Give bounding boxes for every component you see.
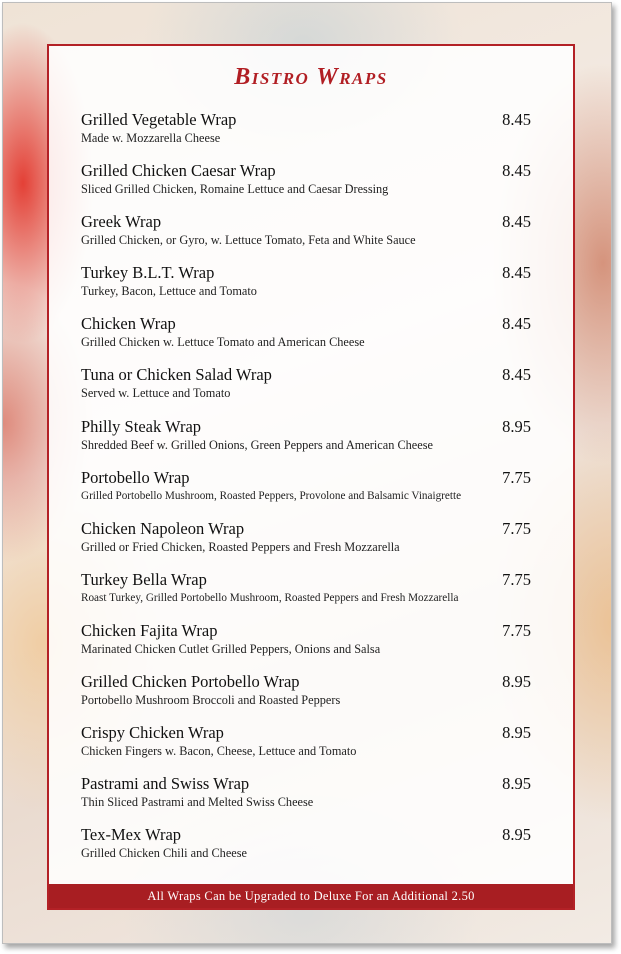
item-description: Made w. Mozzarella Cheese [81, 131, 221, 145]
item-description: Sliced Grilled Chicken, Romaine Lettuce and Caesar Dressing [81, 182, 389, 197]
item-price: 8.45 [502, 314, 531, 334]
item-price: 8.95 [502, 416, 531, 436]
item-name: Pastrami and Swiss Wrap [81, 774, 250, 794]
item-name: Greek Wrap [81, 212, 162, 232]
item-name: Philly Steak Wrap [81, 416, 202, 436]
item-name: Grilled Vegetable Wrap [81, 110, 237, 129]
item-price: 7.75 [502, 620, 531, 640]
item-description: Grilled Portobello Mushroom, Roasted Peppers, Provolone and Balsamic Vinaigrette [81, 489, 462, 502]
item-description: Portobello Mushroom Broccoli and Roasted Peppers [81, 693, 341, 708]
item-name: Tex-Mex Wrap [81, 825, 182, 845]
item-description: Turkey, Bacon, Lettuce and Tomato [81, 284, 257, 299]
menu-item [81, 212, 531, 263]
menu-item-list [81, 110, 531, 876]
menu-item [81, 621, 531, 672]
menu-item [81, 519, 531, 570]
item-description: Chicken Fingers w. Bacon, Cheese, Lettuce and Tomato [81, 744, 357, 759]
menu-item [81, 110, 531, 161]
item-price: 8.95 [502, 774, 531, 794]
item-description: Roast Turkey, Grilled Portobello Mushroom, Roasted Peppers and Fresh Mozzarella [81, 591, 459, 604]
menu-item [81, 723, 531, 774]
item-price: 8.45 [502, 365, 531, 385]
item-name: Crispy Chicken Wrap [81, 723, 224, 743]
item-name: Portobello Wrap [81, 467, 190, 487]
item-price: 8.45 [502, 212, 531, 232]
item-price: 8.45 [502, 263, 531, 283]
menu-item [81, 417, 531, 468]
item-price: 7.75 [502, 518, 531, 538]
item-name: Turkey B.L.T. Wrap [81, 263, 215, 283]
item-description: Thin Sliced Pastrami and Melted Swiss Cheese [81, 795, 314, 810]
menu-item [81, 365, 531, 416]
item-name: Chicken Wrap [81, 314, 176, 334]
menu-item [81, 468, 531, 519]
item-name: Grilled Chicken Caesar Wrap [81, 161, 276, 181]
menu-item [81, 774, 531, 825]
menu-item [81, 825, 531, 876]
menu-panel [47, 44, 575, 910]
item-name: Chicken Fajita Wrap [81, 620, 218, 640]
menu-item [81, 570, 531, 621]
menu-item [81, 161, 531, 212]
menu-item [81, 314, 531, 365]
item-name: Chicken Napoleon Wrap [81, 518, 245, 538]
item-description: Shredded Beef w. Grilled Onions, Green Peppers and American Cheese [81, 437, 433, 452]
deluxe-upgrade-banner: All Wraps Can be Upgraded to Deluxe For an Additional 2.50 [49, 884, 573, 908]
item-description: Grilled Chicken, or Gyro, w. Lettuce Tomato, Feta and White Sauce [81, 233, 416, 248]
item-price: 7.75 [502, 467, 531, 487]
item-name: Tuna or Chicken Salad Wrap [81, 365, 272, 385]
menu-item [81, 672, 531, 723]
item-description: Marinated Chicken Cutlet Grilled Peppers, Onions and Salsa [81, 641, 381, 656]
item-name: Turkey Bella Wrap [81, 569, 207, 589]
menu-item [81, 263, 531, 314]
item-description: Grilled Chicken Chili and Cheese [81, 846, 247, 861]
item-name: Grilled Chicken Portobello Wrap [81, 672, 300, 692]
item-price: 7.75 [502, 569, 531, 589]
item-price: 8.95 [502, 825, 531, 845]
item-price: 8.95 [502, 672, 531, 692]
item-price: 8.45 [502, 161, 531, 181]
item-price: 8.45 [502, 110, 531, 129]
item-description: Served w. Lettuce and Tomato [81, 386, 231, 401]
item-description: Grilled or Fried Chicken, Roasted Peppers and Fresh Mozzarella [81, 539, 400, 554]
item-description: Grilled Chicken w. Lettuce Tomato and American Cheese [81, 335, 365, 350]
menu-page [2, 2, 612, 944]
menu-title: Bistro Wraps [234, 64, 388, 90]
item-price: 8.95 [502, 723, 531, 743]
